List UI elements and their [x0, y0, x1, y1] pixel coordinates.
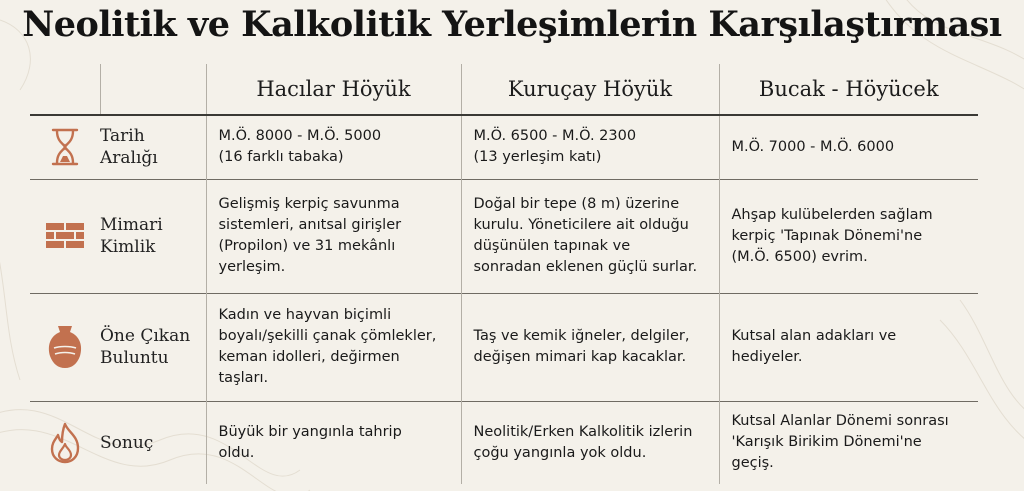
table-cell: Ahşap kulübelerden sağlam kerpiç 'Tapınak Dönemi'ne (M.Ö. 6500) evrim.: [719, 179, 978, 293]
table-row-result: [30, 401, 978, 484]
table-cell: Taş ve kemik iğneler, delgiler, değişen mimari kap kacaklar.: [461, 293, 719, 401]
row-label: Öne Çıkan Buluntu: [100, 293, 206, 401]
table-cell: Doğal bir tepe (8 m) üzerine kurulu. Yöneticilere ait olduğu düşünülen tapınak ve sonradan eklenen güçlü surlar.: [461, 179, 719, 293]
hourglass-icon: [50, 137, 80, 156]
table-row-date-range: [30, 115, 978, 179]
table-cell: Büyük bir yangınla tahrip oldu.: [206, 401, 461, 484]
table-cell: M.Ö. 8000 - M.Ö. 5000 (16 farklı tabaka): [206, 115, 461, 179]
column-header-kurucay: Kuruçay Höyük: [461, 64, 719, 115]
column-header-hacilar: Hacılar Höyük: [206, 64, 461, 115]
comparison-table: [30, 64, 978, 484]
vase-icon: [47, 337, 83, 356]
flame-icon: [48, 432, 82, 451]
row-label: Sonuç: [100, 401, 206, 484]
table-row-finds: [30, 293, 978, 401]
table-row-architecture: [30, 179, 978, 293]
row-label: Tarih Aralığı: [100, 115, 206, 179]
table-cell: Gelişmiş kerpiç savunma sistemleri, anıtsal girişler (Propilon) ve 31 mekânlı yerleşim.: [206, 179, 461, 293]
row-label: Mimari Kimlik: [100, 179, 206, 293]
brick-wall-icon: [44, 226, 86, 245]
table-cell: Kutsal alan adakları ve hediyeler.: [719, 293, 978, 401]
table-header-row: [30, 64, 978, 115]
table-cell: M.Ö. 6500 - M.Ö. 2300 (13 yerleşim katı): [461, 115, 719, 179]
page-title: Neolitik ve Kalkolitik Yerleşimlerin Karşılaştırması: [22, 4, 1002, 45]
table-cell: Kadın ve hayvan biçimli boyalı/şekilli çanak çömlekler, keman idolleri, değirmen taşları.: [206, 293, 461, 401]
table-cell: Neolitik/Erken Kalkolitik izlerin çoğu yangınla yok oldu.: [461, 401, 719, 484]
table-cell: M.Ö. 7000 - M.Ö. 6000: [719, 115, 978, 179]
table-cell: Kutsal Alanlar Dönemi sonrası 'Karışık Birikim Dönemi'ne geçiş.: [719, 401, 978, 484]
column-header-bucak: Bucak - Höyücek: [719, 64, 978, 115]
